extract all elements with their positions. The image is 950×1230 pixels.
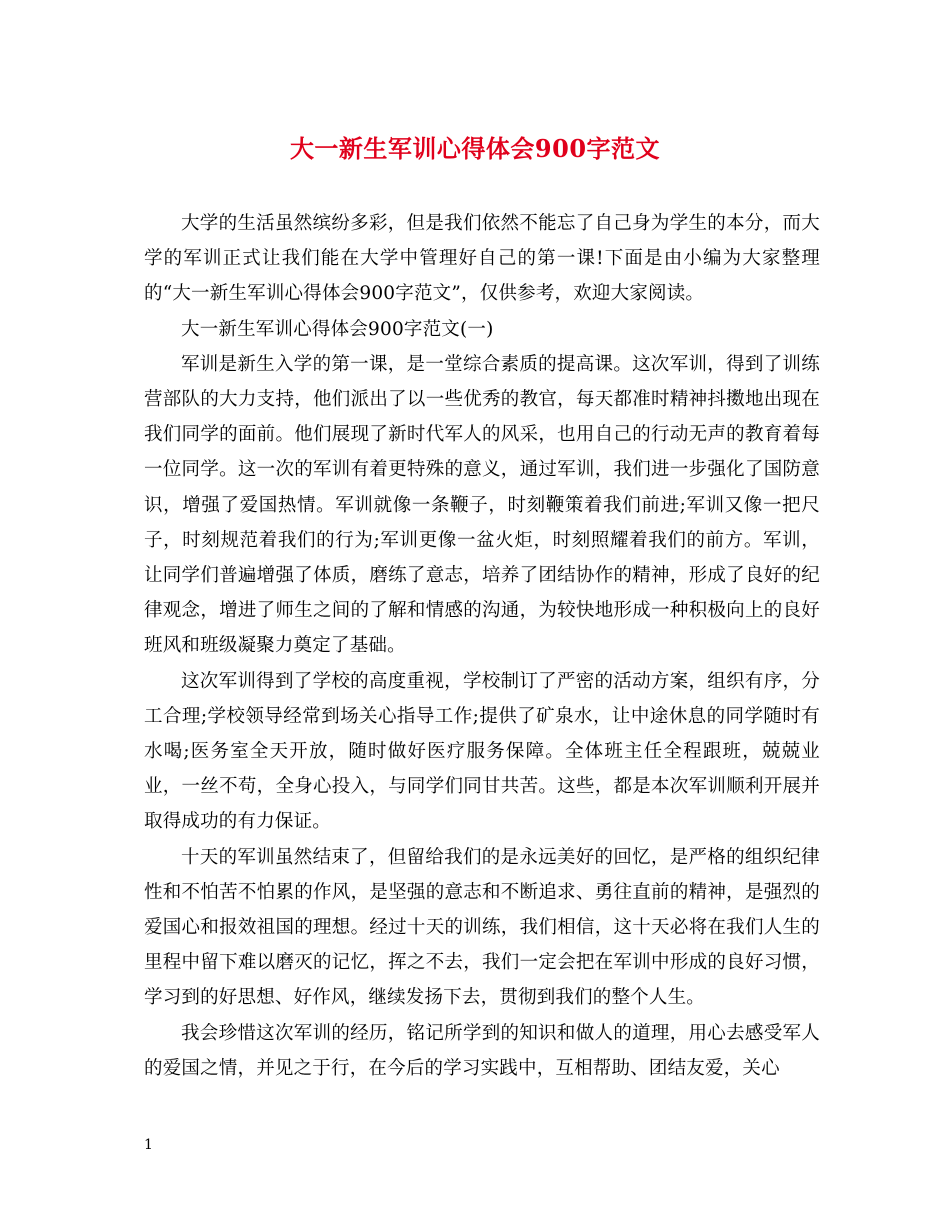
document-body	[144, 206, 820, 1086]
paragraph-body: 十天的军训虽然结束了，但留给我们的是永远美好的回忆，是严格的组织纪律性和不怕苦不怕累的作风，是坚强的意志和不断追求、勇往直前的精神，是强烈的爱国心和报效祖国的理想。经过十天的训练，我们相信，这十天必将在我们人生的里程中留下难以磨灭的记忆，挥之不去，我们一定会把在军训中形成的良好习惯，学习到的好思想、好作风，继续发扬下去，贯彻到我们的整个人生。	[144, 846, 820, 1009]
page-number: 1	[144, 1137, 153, 1153]
paragraph-body: 军训是新生入学的第一课，是一堂综合素质的提高课。这次军训，得到了训练营部队的大力支持，他们派出了以一些优秀的教官，每天都准时精神抖擞地出现在我们同学的面前。他们展现了新时代军人的风采，也用自己的行动无声的教育着每一位同学。这一次的军训有着更特殊的意义，通过军训，我们进一步强化了国防意识，增强了爱国热情。军训就像一条鞭子，时刻鞭策着我们前进;军训又像一把尺子，时刻规范着我们的行为;军训更像一盆火炬，时刻照耀着我们的前方。军训，让同学们普遍增强了体质，磨练了意志，培养了团结协作的精神，形成了良好的纪律观念，增进了师生之间的了解和情感的沟通，为较快地形成一种积极向上的良好班风和班级凝聚力奠定了基础。	[144, 353, 820, 657]
document-title: 大一新生军训心得体会900字范文	[289, 134, 661, 163]
paragraph-intro: 大学的生活虽然缤纷多彩，但是我们依然不能忘了自己身为学生的本分，而大学的军训正式让我们能在大学中管理好自己的第一课!下面是由小编为大家整理的“大一新生军训心得体会900字范文”，仅供参考，欢迎大家阅读。	[144, 213, 820, 305]
paragraph-body: 这次军训得到了学校的高度重视，学校制订了严密的活动方案，组织有序，分工合理;学校领导经常到场关心指导工作;提供了矿泉水，让中途休息的同学随时有水喝;医务室全天开放，随时做好医疗服务保障。全体班主任全程跟班，兢兢业业，一丝不苟，全身心投入，与同学们同甘共苦。这些，都是本次军训顺利开展并取得成功的有力保证。	[144, 670, 820, 833]
paragraph-body: 我会珍惜这次军训的经历，铭记所学到的知识和做人的道理，用心去感受军人的爱国之情，并见之于行，在今后的学习实践中，互相帮助、团结友爱，关心	[144, 1022, 820, 1079]
paragraph-subheading: 大一新生军训心得体会900字范文(一)	[181, 318, 494, 340]
